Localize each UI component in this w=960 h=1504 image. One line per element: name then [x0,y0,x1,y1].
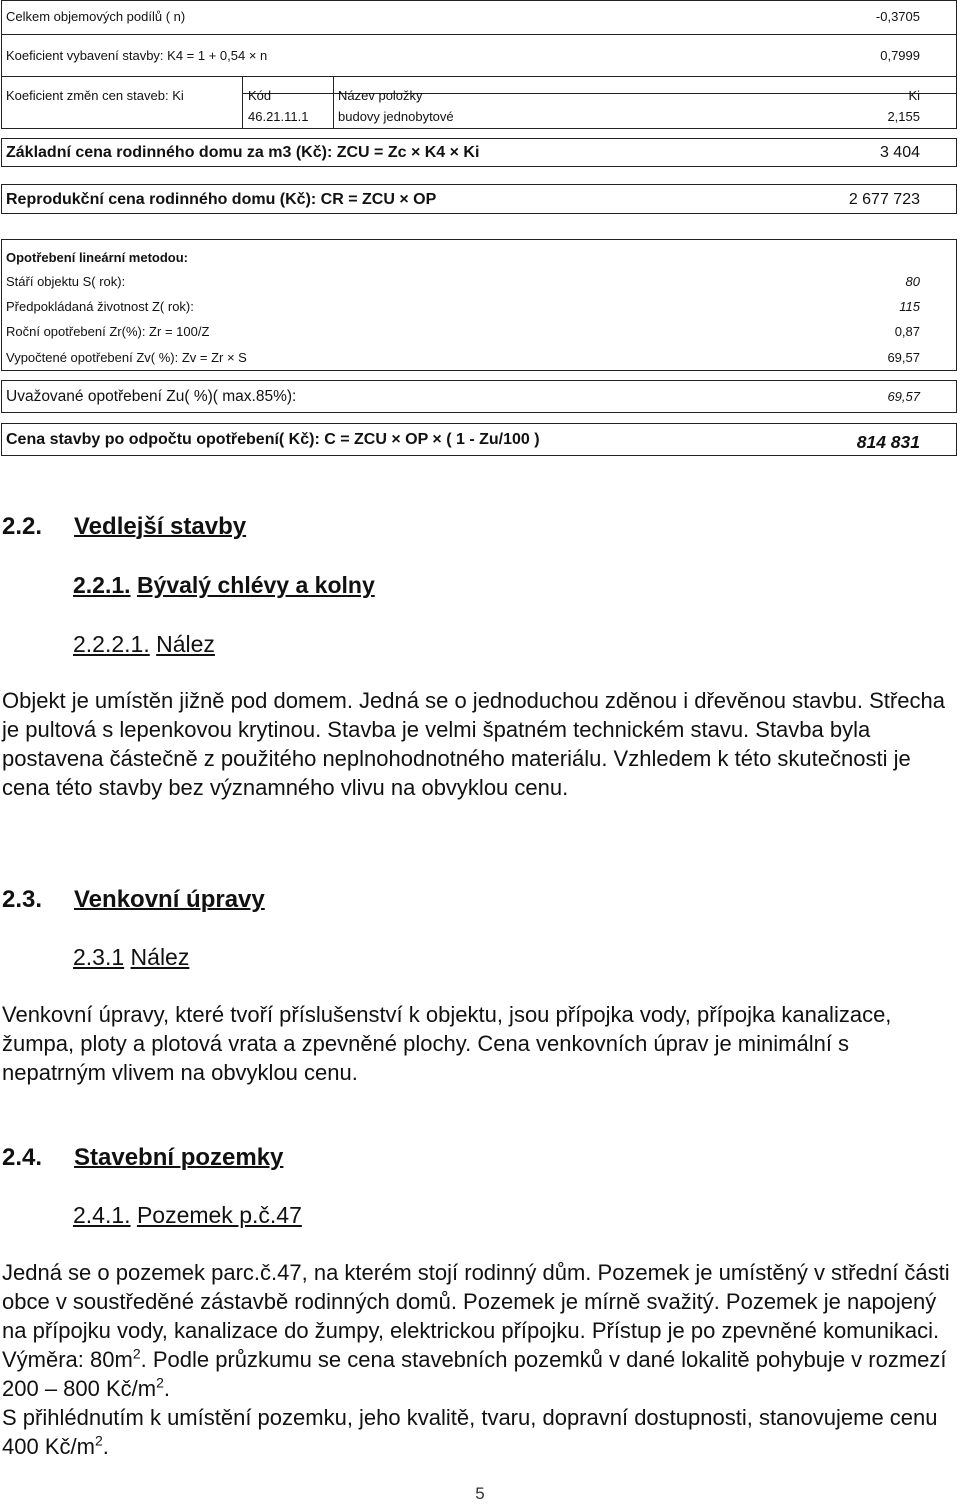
section-title: Vedlejší stavby [74,513,247,540]
land-text-4: S přihlédnutím k umístění pozemku, jeho kvalitě, tvaru, dopravní dostupnosti, stanovujeme cenu 400 Kč/m [2,1405,938,1459]
ki-label: Koeficient změn cen staveb: Ki [6,88,184,103]
calc-wear-value: 69,57 [887,350,920,365]
annual-wear-label: Roční opotřebení Zr(%): Zr = 100/Z [6,324,210,339]
calc-wear-label: Vypočtené opotřebení Zv( %): Zv = Zr × S [6,350,247,365]
final-price-label: Cena stavby po odpočtu opotřebení( Kč): C = ZCU × OP × ( 1 - Zu/100 ) [6,431,540,448]
section-title: Stavební pozemky [74,1144,284,1171]
section-number: 2.2. [2,513,43,540]
section-number: 2.3. [2,886,43,913]
final-price-value: 814 831 [856,432,920,452]
considered-wear-row [1,380,957,413]
section-2-2-heading [2,513,246,541]
section-number: 2.2.1. [73,572,131,598]
land-text-5: . [102,1434,109,1459]
zcu-label: Základní cena rodinného domu za m3 (Kč): ZCU = Zc × K4 × Ki [6,144,480,161]
ki-value: 2,155 [887,109,920,124]
considered-wear-value: 69,57 [887,389,920,404]
section-title: Nález [130,944,190,970]
code-value: 46.21.11.1 [248,109,309,124]
life-label: Předpokládaná životnost Z( rok): [6,299,194,314]
wear-title: Opotřebení lineární metodou: [6,250,189,265]
section-2-4-1-heading [73,1202,302,1229]
considered-wear-label: Uvažované opotřebení Zu( %)( max.85%): [6,388,297,405]
zcu-row [1,138,957,167]
wear-block [1,239,957,371]
section-number: 2.3.1 [73,944,125,970]
section-2-2-2-1-heading [73,631,215,658]
coefficients-table [1,0,957,129]
age-value: 80 [905,274,920,289]
annual-wear-value: 0,87 [894,324,920,339]
zcu-value: 3 404 [879,144,920,161]
section-title: Bývalý chlévy a kolny [136,572,375,598]
cr-label: Reprodukční cena rodinného domu (Kč): CR = ZCU × OP [6,191,437,208]
final-price-row [1,423,957,456]
total-share-value: -0,3705 [875,9,920,24]
age-label: Stáří objektu S( rok): [6,274,126,289]
life-value: 115 [899,299,920,314]
land-text-3: . [163,1376,171,1401]
section-2-4-heading [2,1144,283,1172]
section-2-3-heading [2,886,265,914]
section-title: Nález [156,631,215,657]
page-number: 5 [475,1484,485,1503]
item-name-value: budovy jednobytové [338,109,454,124]
superscript: 2 [156,1374,164,1391]
cr-value: 2 677 723 [848,191,920,208]
cr-row [1,184,957,214]
total-share-label: Celkem objemových podílů ( n) [6,9,186,24]
ki-header: Ki [908,88,920,103]
section-title: Venkovní úpravy [74,886,265,913]
section-title: Pozemek p.č.47 [136,1202,302,1228]
land-text-1: Jedná se o pozemek parc.č.47, na kterém stojí rodinný dům. Pozemek je umístěný v střední části obce v soustředěné zástavbě rodinných domů. Pozemek je mírně svažitý. Pozemek je napojený na přípojku vody, kanalizace do žumpy, elektrickou přípojku. Přístup je po zpevněné komunikaci. Výměra: 80m [2,1260,950,1372]
code-header: Kód [248,88,272,103]
k4-label: Koeficient vybavení stavby: K4 = 1 + 0,54 × n [6,48,268,63]
section-number: 2.4.1. [73,1202,131,1228]
land-paragraph [2,1258,954,1461]
section-2-3-1-heading [73,944,189,971]
section-2-2-1-heading [73,572,375,599]
land-text-2: . Podle průzkumu se cena stavebních pozemků v dané lokalitě pohybuje v rozmezí 200 – 800 Kč/m [2,1347,947,1401]
k4-value: 0,7999 [880,48,920,63]
item-name-header: Název položky [338,88,423,103]
section-number: 2.2.2.1. [73,631,150,657]
outbuildings-paragraph: Objekt je umístěn jižně pod domem. Jedná se o jednoduchou zděnou i dřevěnou stavbu. Střecha je pultová s lepenkovou krytinou. Stavba je velmi špatném technickém stavu. Stavba byla postavena částečně z použitého neplnohodnotného materiálu. Vzhledem k této skutečnosti je cena této stavby bez významného vlivu na obvyklou cenu. [2,688,945,800]
outdoor-paragraph: Venkovní úpravy, které tvoří příslušenství k objektu, jsou přípojka vody, přípojka kanalizace, žumpa, ploty a plotová vrata a zpevněné plochy. Cena venkovních úprav je minimální s nepatrným vlivem na obvyklou cenu. [2,1002,892,1085]
superscript: 2 [132,1345,141,1362]
section-number: 2.4. [2,1144,43,1171]
superscript: 2 [94,1432,103,1449]
